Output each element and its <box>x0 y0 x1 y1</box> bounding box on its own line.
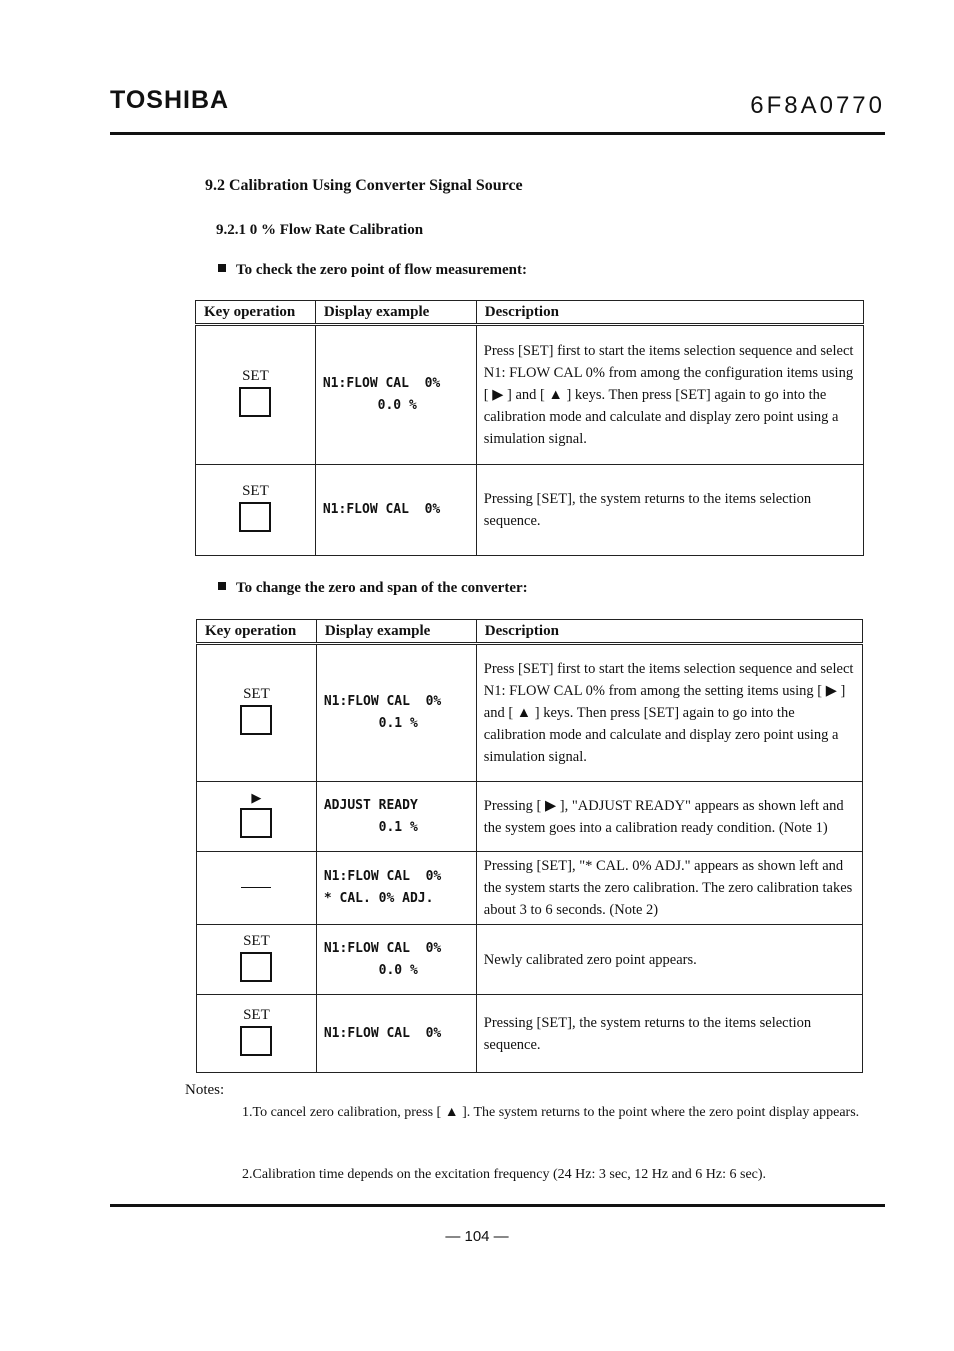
notes-heading: Notes: <box>185 1082 225 1098</box>
document-number: 6F8A0770 <box>750 92 885 119</box>
key-button-icon <box>240 705 272 735</box>
page-header <box>110 86 885 126</box>
table-row <box>197 644 863 782</box>
display-cell: N1:FLOW CAL 0% 0.0 % <box>316 925 476 995</box>
display-cell: N1:FLOW CAL 0% <box>315 465 476 556</box>
footer-divider <box>110 1204 885 1207</box>
key-button-icon <box>240 1026 272 1056</box>
display-cell: ADJUST READY 0.1 % <box>316 782 476 852</box>
table1-heading <box>218 262 527 279</box>
key-cell <box>196 325 316 465</box>
key-cell <box>197 644 317 782</box>
display-cell: N1:FLOW CAL 0% * CAL. 0% ADJ. <box>316 852 476 925</box>
col-display-example: Display example <box>316 620 476 644</box>
table-row <box>197 852 863 925</box>
zero-check-table <box>195 300 864 556</box>
header-divider <box>110 132 885 135</box>
zero-span-table <box>196 619 863 1073</box>
key-button-icon <box>240 952 272 982</box>
description-cell: Newly calibrated zero point appears. <box>476 925 862 995</box>
col-display-example: Display example <box>315 301 476 325</box>
description-cell: Pressing [SET], the system returns to the items selection sequence. <box>476 995 862 1073</box>
key-label: SET <box>243 932 270 949</box>
key-label: SET <box>243 1006 270 1023</box>
key-cell <box>197 995 317 1073</box>
col-key-operation: Key operation <box>197 620 317 644</box>
key-button-icon <box>240 808 272 838</box>
description-cell: Press [SET] first to start the items selection sequence and select N1: FLOW CAL 0% from among the configuration items using [ ▶ ] and [ ▲ ] keys. Then press [SET] again to go into the calibration mode and calculate and display zero point using a simulation signal. <box>476 325 863 465</box>
table2-heading-text: To change the zero and span of the converter: <box>236 580 528 596</box>
key-cell <box>196 465 316 556</box>
col-description: Description <box>476 301 863 325</box>
col-description: Description <box>476 620 862 644</box>
description-cell: Pressing [ ▶ ], "ADJUST READY" appears as shown left and the system goes into a calibration ready condition. (Note 1) <box>476 782 862 852</box>
key-label: SET <box>243 686 270 702</box>
table-header-row <box>196 301 864 325</box>
bullet-icon <box>218 264 226 272</box>
description-cell: Pressing [SET], "* CAL. 0% ADJ." appears as shown left and the system starts the zero calibration. The zero calibration takes about 3 to 6 seconds. (Note 2) <box>476 852 862 925</box>
display-cell: N1:FLOW CAL 0% 0.1 % <box>316 644 476 782</box>
table-row <box>197 995 863 1073</box>
key-cell <box>197 852 317 925</box>
bullet-icon <box>218 582 226 590</box>
right-arrow-icon: ▶ <box>251 790 262 805</box>
toshiba-logo: TOSHIBA <box>110 86 230 114</box>
table-row <box>196 465 864 556</box>
display-cell: N1:FLOW CAL 0% <box>316 995 476 1073</box>
key-label: SET <box>242 368 269 384</box>
key-cell <box>197 925 317 995</box>
display-cell: N1:FLOW CAL 0% 0.0 % <box>315 325 476 465</box>
page-number: — 104 — <box>445 1228 509 1245</box>
key-button-icon <box>239 502 271 532</box>
table2-heading <box>218 580 528 597</box>
key-button-icon <box>239 387 271 417</box>
description-cell: Press [SET] first to start the items selection sequence and select N1: FLOW CAL 0% from among the setting items using [ ▶ ] and [ ▲ ] keys. Then press [SET] again to go into the calibration mode and calculate and display zero point using a simulation signal. <box>476 644 862 782</box>
table1-heading-text: To check the zero point of flow measurement: <box>236 262 527 278</box>
table-row <box>197 782 863 852</box>
description-cell: Pressing [SET], the system returns to the items selection sequence. <box>476 465 863 556</box>
note-1: 1.To cancel zero calibration, press [ ▲ ]. The system returns to the point where the zero point display appears. <box>242 1105 860 1120</box>
col-key-operation: Key operation <box>196 301 316 325</box>
note-2: 2.Calibration time depends on the excitation frequency (24 Hz: 3 sec, 12 Hz and 6 Hz: 6 sec). <box>242 1167 767 1182</box>
table-header-row <box>197 620 863 644</box>
subsection-title: 9.2.1 0 % Flow Rate Calibration <box>216 222 424 238</box>
table-row <box>197 925 863 995</box>
key-cell <box>197 782 317 852</box>
table-row <box>196 325 864 465</box>
no-key-dash <box>241 887 271 888</box>
key-label: SET <box>242 483 269 499</box>
section-title: 9.2 Calibration Using Converter Signal Source <box>205 177 523 194</box>
